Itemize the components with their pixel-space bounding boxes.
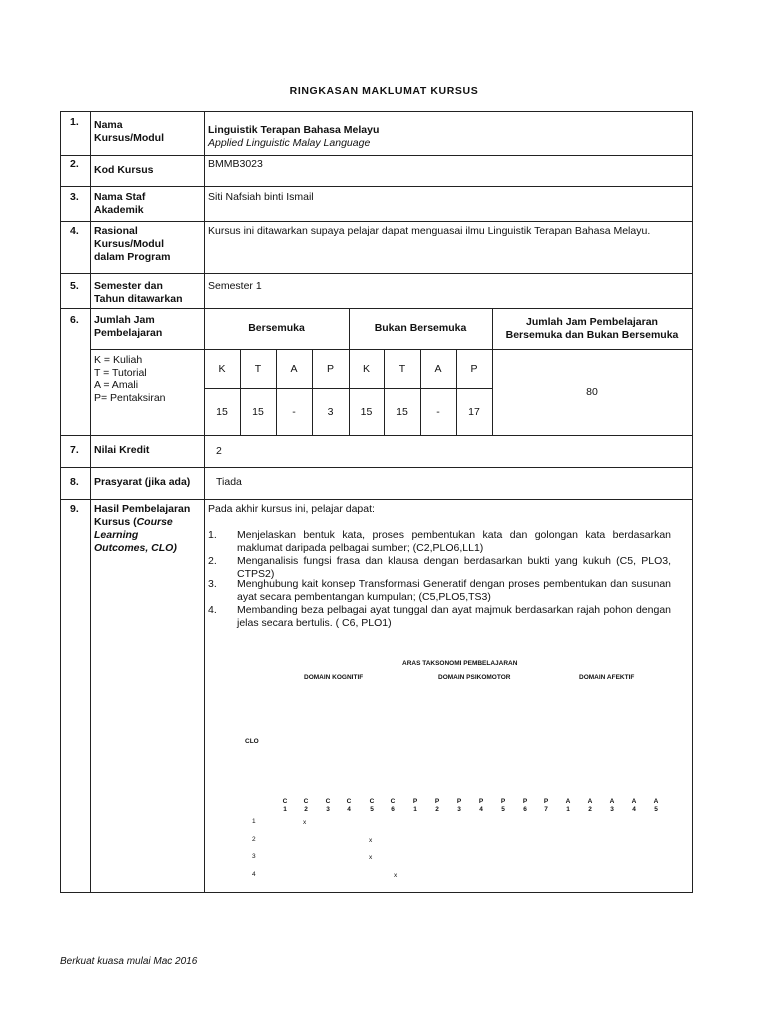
row-number: 2.	[70, 158, 79, 170]
clo-row-label: 1	[252, 818, 256, 825]
field-label-learning-hours: Jumlah Jam Pembelajaran	[94, 314, 163, 339]
clo-row-label: 4	[252, 871, 256, 878]
taxonomy-col-header: A 2	[587, 798, 593, 813]
hours-col-t: T	[254, 363, 262, 375]
hours-col-divider	[276, 349, 277, 435]
hours-col-divider	[312, 349, 313, 435]
taxonomy-col-header: C 3	[325, 798, 331, 813]
row-divider	[60, 435, 693, 436]
table-border-bottom	[60, 892, 693, 893]
clo-label-c: Course	[136, 516, 173, 528]
clo-item-text: Menganalisis fungsi frasa dan klausa dengan berdasarkan bukti yang kukuh (C5, PLO3, CTPS2)	[237, 555, 671, 580]
taxonomy-col-header: C 2	[303, 798, 309, 813]
taxonomy-mark: x	[303, 819, 307, 826]
hours-col-a: A	[290, 363, 298, 375]
hours-value: 15	[252, 406, 264, 418]
taxonomy-col-header: P 6	[522, 798, 528, 813]
row-divider	[60, 499, 693, 500]
taxonomy-mark: x	[394, 872, 398, 879]
table-border-right	[692, 111, 693, 893]
semester-value: Semester 1	[208, 280, 262, 292]
row-divider	[60, 273, 693, 274]
taxonomy-col-header: A 3	[609, 798, 615, 813]
hours-col-t: T	[398, 363, 406, 375]
taxonomy-col-header: P 2	[434, 798, 440, 813]
hours-col-p: P	[326, 363, 334, 375]
hours-col-a: A	[434, 363, 442, 375]
hours-value: 3	[327, 406, 334, 418]
field-label-clo	[94, 503, 190, 555]
col-divider	[204, 111, 205, 893]
clo-row-label: 2	[252, 836, 256, 843]
hours-col-k: K	[218, 363, 226, 375]
clo-intro: Pada akhir kursus ini, pelajar dapat:	[208, 503, 375, 515]
hours-col-divider	[456, 349, 457, 435]
taxonomy-col-header: C 1	[282, 798, 288, 813]
domain-cognitive: DOMAIN KOGNITIF	[304, 674, 364, 681]
field-label-staff: Nama Staf Akademik	[94, 191, 146, 216]
domain-psychomotor: DOMAIN PSIKOMOTOR	[438, 674, 511, 681]
field-label-semester: Semester dan Tahun ditawarkan	[94, 280, 183, 305]
hours-divider	[204, 388, 492, 389]
row-number: 9.	[70, 503, 79, 515]
clo-label-b: Kursus (	[94, 516, 137, 528]
clo-item-number: 1.	[208, 529, 217, 541]
clo-label-a: Hasil Pembelajaran	[94, 503, 191, 515]
credit-value: 2	[216, 445, 222, 457]
course-rationale: Kursus ini ditawarkan supaya pelajar dapat menguasai ilmu Linguistik Terapan Bahasa Melayu.	[208, 225, 651, 237]
hours-value: 15	[360, 406, 373, 418]
field-label-credit: Nilai Kredit	[94, 444, 150, 456]
course-name: Linguistik Terapan Bahasa Melayu	[208, 124, 380, 136]
col-divider	[90, 111, 91, 893]
table-border-top	[60, 111, 693, 112]
course-code: BMMB3023	[208, 158, 263, 170]
clo-item-number: 3.	[208, 578, 217, 590]
clo-row-label: 3	[252, 853, 256, 860]
hours-legend: K = Kuliah T = Tutorial A = Amali P= Pentaksiran	[94, 354, 166, 404]
row-number: 3.	[70, 191, 79, 203]
row-divider	[60, 308, 693, 309]
hours-col-p: P	[470, 363, 478, 375]
taxonomy-col-header: A 4	[631, 798, 637, 813]
clo-item-number: 2.	[208, 555, 217, 567]
clo-column-label: CLO	[245, 738, 259, 745]
taxonomy-mark: x	[369, 854, 373, 861]
taxonomy-mark: x	[369, 837, 373, 844]
clo-item-text: Menghubung kait konsep Transformasi Generatif dengan proses pembentukan dan susunan ayat secara pembentangan kumpulan; (C5,PLO5,TS3)	[237, 578, 671, 603]
row-divider	[60, 186, 693, 187]
header-total-hours: Jumlah Jam Pembelajaran Bersemuka dan Bukan Bersemuka	[505, 316, 679, 341]
taxonomy-col-header: C 5	[369, 798, 375, 813]
row-number: 4.	[70, 225, 79, 237]
header-bersemuka: Bersemuka	[248, 322, 305, 334]
row-divider	[60, 467, 693, 468]
taxonomy-col-header: C 6	[390, 798, 396, 813]
row-number: 7.	[70, 444, 79, 456]
total-hours-value: 80	[586, 386, 598, 398]
row-divider	[60, 155, 693, 156]
hours-divider	[90, 349, 204, 350]
taxonomy-col-header: P 3	[456, 798, 462, 813]
hours-col-divider	[240, 349, 241, 435]
row-divider	[60, 221, 693, 222]
row-number: 6.	[70, 314, 79, 326]
taxonomy-col-header: P 7	[543, 798, 549, 813]
footer-note: Berkuat kuasa mulai Mac 2016	[60, 956, 198, 967]
clo-item-number: 4.	[208, 604, 217, 616]
hours-col-divider	[420, 349, 421, 435]
hours-value: -	[436, 406, 440, 418]
hours-divider	[204, 349, 692, 350]
field-label-rationale: Rasional Kursus/Modul dalam Program	[94, 225, 171, 263]
field-label-course-code: Kod Kursus	[94, 164, 154, 176]
taxonomy-col-header: A 1	[565, 798, 571, 813]
hours-value: 15	[396, 406, 408, 418]
row-number: 8.	[70, 476, 79, 488]
hours-value: 17	[468, 406, 480, 418]
domain-affective: DOMAIN AFEKTIF	[579, 674, 635, 681]
taxonomy-col-header: A 5	[653, 798, 659, 813]
hours-value: -	[292, 406, 296, 418]
taxonomy-col-header: C 4	[346, 798, 352, 813]
taxonomy-title: ARAS TAKSONOMI PEMBELAJARAN	[402, 660, 518, 667]
staff-name: Siti Nafsiah binti Ismail	[208, 191, 314, 203]
row-number: 1.	[70, 116, 79, 128]
clo-label-d: Learning Outcomes, CLO)	[94, 529, 177, 554]
hours-value: 15	[216, 406, 228, 418]
header-bukan-bersemuka: Bukan Bersemuka	[374, 322, 467, 334]
field-label-course-name: Nama Kursus/Modul	[94, 119, 164, 144]
row-number: 5.	[70, 280, 79, 292]
page-title: RINGKASAN MAKLUMAT KURSUS	[289, 85, 479, 97]
hours-col-divider	[349, 349, 350, 435]
taxonomy-col-header: P 1	[412, 798, 418, 813]
hours-col-divider	[384, 349, 385, 435]
hours-col-k: K	[362, 363, 370, 375]
table-border-left	[60, 111, 61, 893]
taxonomy-col-header: P 5	[500, 798, 506, 813]
taxonomy-col-header: P 4	[478, 798, 484, 813]
prerequisite-value: Tiada	[216, 476, 242, 488]
field-label-prerequisite: Prasyarat (jika ada)	[94, 476, 191, 488]
clo-item-text: Membanding beza pelbagai ayat tunggal dan ayat majmuk berdasarkan rajah pohon dengan jelas secara bertulis. ( C6, PLO1)	[237, 604, 671, 629]
course-name-en: Applied Linguistic Malay Language	[208, 137, 371, 149]
clo-item-text: Menjelaskan bentuk kata, proses pembentukan kata dan golongan kata berdasarkan maklumat daripada pelbagai sumber; (C2,PLO6,LL1)	[237, 529, 671, 554]
